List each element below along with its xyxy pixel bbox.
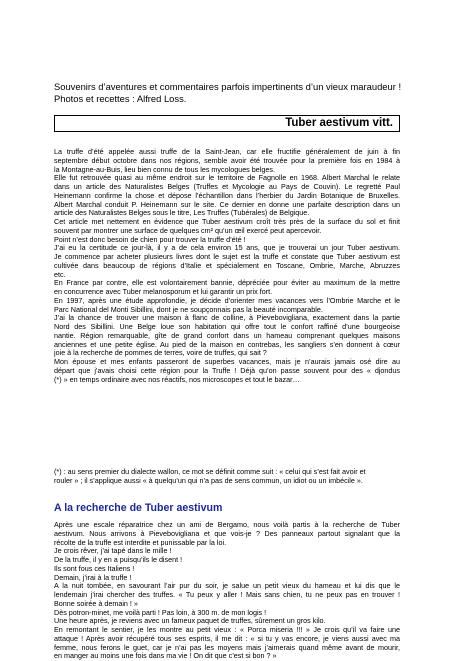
text-line: etc. <box>54 270 66 279</box>
text-line: la Montagne-au-Buis, lieu bien connu de tous les mycologues belges. <box>54 165 275 174</box>
text-line: attaque ! Après avoir récupéré tous ses esprits, il me dit : « si tu y vas encore, je viens aussi avec ma <box>54 634 400 643</box>
text-line: en manger au moins une fois dans ma vie ! On dit que c’est si bon ? » <box>54 652 277 661</box>
text-line: femme, nous ferons le guet, car je n’ai pas les moyens mais j’aimerais quand même avant de mourir, <box>54 643 400 652</box>
text-line: lendemain j’irai chercher des truffes. « Tu peux y aller ! Mais sans chien, tu ne peux pas en trouver ! <box>54 591 400 599</box>
text-line: aestivum. Nous arrivons à Pievebovigliana et que vois-je ? Des panneaux partout signalant que la <box>54 529 400 538</box>
text-line: Mon épouse et mes enfants passeront de superbes vacances, mais je n’aurais jamais osé dire au <box>54 358 400 366</box>
title-box <box>54 115 400 132</box>
text-line: cultivée dans beaucoup de régions d’Italie et spécialement en Toscane, Ombrie, Marche, Abruzzes <box>54 261 400 270</box>
text-line: nantie. Région remarquable, gîte de grand confort dans un hameau comprenant quelques maisons <box>54 331 400 340</box>
text-line: dans un article des Naturalistes Belges (Truffes et Mycologie au Pays de Couvin). Le regretté Paul <box>54 183 400 191</box>
text-line: départ que j’avais choisi cette région pour la Truffe ! Déjà qu’on passe souvent pour des « djondus <box>54 366 400 375</box>
text-line: Albert Marchal conduit P. Heinemann sur le site. Ce dernier en donne une parfaite description dans un <box>54 200 400 209</box>
text-line: (*) : au sens premier du dialecte wallon, ce mot se définit comme suit : « celui qui s’est fait avoir et <box>54 468 366 476</box>
text-line: Point n’est donc besoin de chien pour trouver la truffe d’été ! <box>54 235 246 244</box>
text-line: A la nuit tombée, en savourant l’air pur du soir, je salue un petit vieux du hameau et lui dis que le <box>54 582 400 591</box>
intro-line: Souvenirs d’aventures et commentaires parfois impertinents d’un vieux maraudeur ! <box>54 81 402 92</box>
text-line: septembre début octobre dans nos régions, semble avoir été trouvée pour la première fois en 1984 à <box>54 156 400 165</box>
text-line: (*) » en temps ordinaire avec nos réactifs, nos microscopes et tout le bazar… <box>54 375 300 384</box>
text-line: joie à la recherche de pommes de terres, voire de truffes, qui sait ? <box>54 349 267 358</box>
footnote <box>54 468 400 486</box>
text-line: Dès potron-minet, me voilà parti ! Pas loin, à 300 m. de mon logis ! <box>54 608 267 617</box>
text-line: Après une escale réparatrice chez un ami de Bergamo, nous voilà partis à la recherche de Tuber <box>54 521 400 529</box>
page-title: Tuber aestivum vitt. <box>285 117 393 129</box>
section-title: A la recherche de Tuber aestivum <box>54 502 223 514</box>
text-line: J’ai eu la certitude ce jour-là, il y a de cela environ 15 ans, que je trouverai un jour Tuber aestivum. <box>54 244 400 253</box>
text-line: En 1997, après une étude approfondie, je décide d’orienter mes vacances vers l’Ombrie Marche et le <box>54 296 400 305</box>
text-line: Cet article met nettement en évidence que Tuber aestivum croît très près de la surface du sol et finit <box>54 218 400 226</box>
body-text-main <box>54 148 400 384</box>
text-line: souvent par montrer une surface de quelques cm² qu’un œil exercé peut apercevoir. <box>54 226 322 235</box>
text-line: J’ai la chance de trouver une maison à flanc de colline, à Pievebovigliana, exactement dans la partie <box>54 314 400 323</box>
text-line: Heinemann confirme la chose et dépose l’échantillon dans l’herbier du Jardin Botanique de Bruxelles. <box>54 191 400 200</box>
text-line: en concurrence avec Tuber melanosporum et lui garantir un prix fort. <box>54 288 273 296</box>
intro-block <box>54 81 414 105</box>
text-line: Bonne soirée à demain ! » <box>54 599 138 608</box>
text-line: Nord des Sibillini. Une Belge loue son habitation qui offre tout le confort raffiné d’une bourgeoise <box>54 323 400 331</box>
text-line: Une heure après, je reviens avec un fameux paquet de truffes, sûrement un gros kilo. <box>54 617 326 626</box>
text-line: rouler » ; il s’applique aussi « à quelqu’un qui n’a pas de sens commun, un idiot ou un imbécile ». <box>54 476 363 485</box>
text-line: Elle fut retrouvée quasi au même endroit sur le territoire de Fagnolle en 1968. Albert Marchal le relate <box>54 174 400 183</box>
text-line: Demain, j’irai à la truffe ! <box>54 573 132 582</box>
intro-line: Photos et recettes : Alfred Loss. <box>54 93 187 104</box>
text-line: article des Naturalistes Belges sous le titre, Les Truffes (Tubérales) de Belgique. <box>54 209 310 218</box>
text-line: La truffe d’été appelée aussi truffe de la Saint-Jean, car elle fructifie généralement de juin à fin <box>54 148 400 156</box>
text-line: En France par contre, elle est volontairement bannie, dépréciée pour éviter au maximum de la mettre <box>54 279 400 288</box>
text-line: Je crois rêver, j’ai tapé dans le mille ! <box>54 547 172 556</box>
text-line: récolte de la truffe est interdite et punissable par la loi. <box>54 538 227 547</box>
text-line: Je commence par acheter plusieurs livres dont le sujet est la truffe et constate que Tuber aestivum est <box>54 253 400 261</box>
body-text-section <box>54 521 400 661</box>
text-line: anciennes et une petite église. Au pied de la maison en contrebas, les sangliers s’en donnent à cœur <box>54 340 400 349</box>
text-line: De la truffe, il y en a puisqu’ils le disent ! <box>54 556 183 564</box>
text-line: Parc National del Monti Sibillini, dont je ne soupçonnais pas la beauté incomparable. <box>54 305 323 314</box>
text-line: Ils sont fous ces Italiens ! <box>54 564 135 573</box>
text-line: En remontant le sentier, je les montre au petit vieux : « Porca miseria !!! » Je crois qu’il va faire une <box>54 626 400 634</box>
